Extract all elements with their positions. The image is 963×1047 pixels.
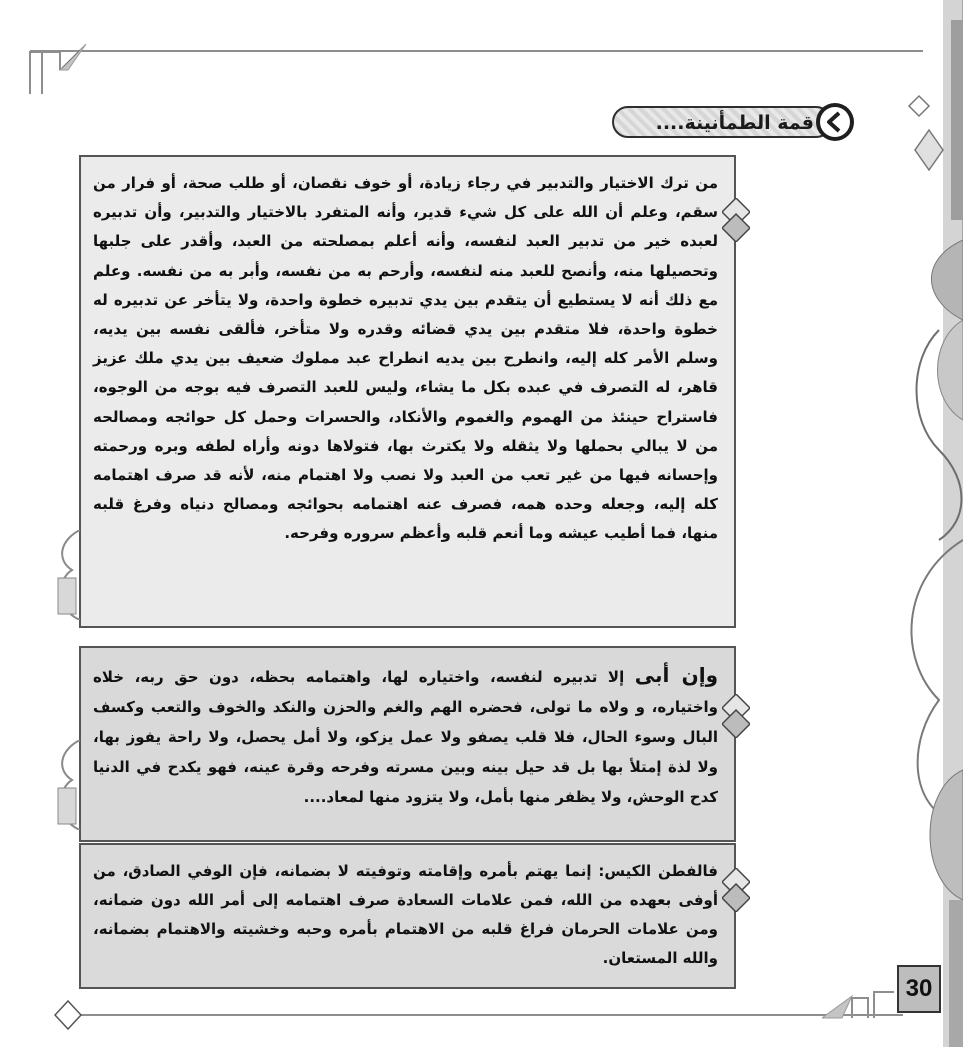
paragraph-2 (93, 660, 718, 812)
paragraph-box-3 (79, 843, 736, 989)
corner-ornament-icon (822, 990, 894, 1020)
diamond-ornament-icon (722, 694, 750, 738)
page-number: 30 (897, 965, 941, 1013)
paragraph-2-lead: وإن أبى (634, 663, 719, 687)
chevron-left-icon (814, 101, 856, 143)
paragraph-box-2 (79, 646, 736, 842)
bottom-diamond-icon (54, 1000, 82, 1030)
left-ornament-icon (52, 530, 82, 620)
section-title-badge (612, 101, 864, 143)
paragraph-box-1 (79, 155, 736, 628)
paragraph-1: من ترك الاختيار والتدبير في رجاء زيادة، أو خوف نقصان، أو طلب صحة، أو فرار من سقم، وعلم أن الله على كل شيء قدير، وأنه المتفرد بالاختيار والتدبير، وأن تدبيره لعبده خير من تدبير العبد لنفسه، وأنه أعلم بمصلحته من العبد، وأقدر على جلبها وتحصيلها منه، وأنصح للعبد منه لنفسه، وأرحم به من نفسه، وأبر به من نفسه. وعلم مع ذلك أنه لا يستطيع أن يتقدم بين يدي تدبيره خطوة واحدة، ولا يتأخر عن تدبيره له خطوة واحدة، فلا متقدم بين يدي قضائه وقدره ولا متأخر، فألقى نفسه بين يديه، وسلم الأمر كله إليه، وانطرح بين يديه انطراح عبد مملوك ضعيف بين يدي ملك عزيز قاهر، له التصرف في عبده بكل ما يشاء، وليس للعبد التصرف فيه بوجه من الوجوه، فاستراح حينئذ من الهموم والغموم والأنكاد، والحسرات وحمل كل حوائجه ومصالحه من لا يبالي بحملها ولا يثقله ولا يكترث بها، فتولاها دونه وأراه لطفه وبره ورحمته وإحسانه فيها من غير تعب من العبد ولا نصب ولا اهتمام منه، لأنه قد صرف اهتمامه كله إليه، وجعله وحده همه، فصرف عنه اهتمامه بحوائجه ومصالح دنياه وفرغ قلبه منها، فما أطيب عيشه وما أنعم قلبه وأعظم سروره وفرحه. (93, 174, 718, 543)
paragraph-3: فالفطن الكيس: إنما يهتم بأمره وإقامته وتوفيته لا بضمانه، فإن الوفي الصادق، من أوفى بعهده من الله، فمن علامات السعادة صرف اهتمامه إلى أمر الله دون ضمانه، ومن علامات الحرمان فراغ قلبه من الاهتمام بأمره وحبه وخشيته والاهتمام بضمانه، والله المستعان. (93, 862, 718, 967)
top-rule (30, 50, 923, 52)
bottom-rule (60, 1014, 903, 1016)
diamond-ornament-icon (722, 198, 750, 242)
right-border-ornament (899, 0, 963, 1047)
diamond-ornament-icon (722, 868, 750, 912)
section-title: قمة الطمأنينة.... (655, 112, 814, 134)
page-number-badge (897, 965, 941, 1013)
corner-ornament-icon (28, 40, 88, 95)
paragraph-2-body: إلا تدبيره لنفسه، واختياره لها، واهتمامه بحظه، دون حق ربه، خلاه واختياره، و ولاه ما تولى، فحضره الهم والغم والحزن والنكد والخوف والتعب وكسف البال وسوء الحال، فلا قلب يصفو ولا عمل يزكو، ولا أمل يحصل، ولا راحة يفوز بها، ولا لذة إمتلأ بها بل قد حيل بينه وبين مسرته وفرحه وقرة عينه، فهو يكدح في الدنيا كدح الوحش، ولا يظفر منها بأمل، ولا يتزود منها لمعاد.... (93, 668, 718, 806)
left-ornament-icon (52, 740, 82, 830)
